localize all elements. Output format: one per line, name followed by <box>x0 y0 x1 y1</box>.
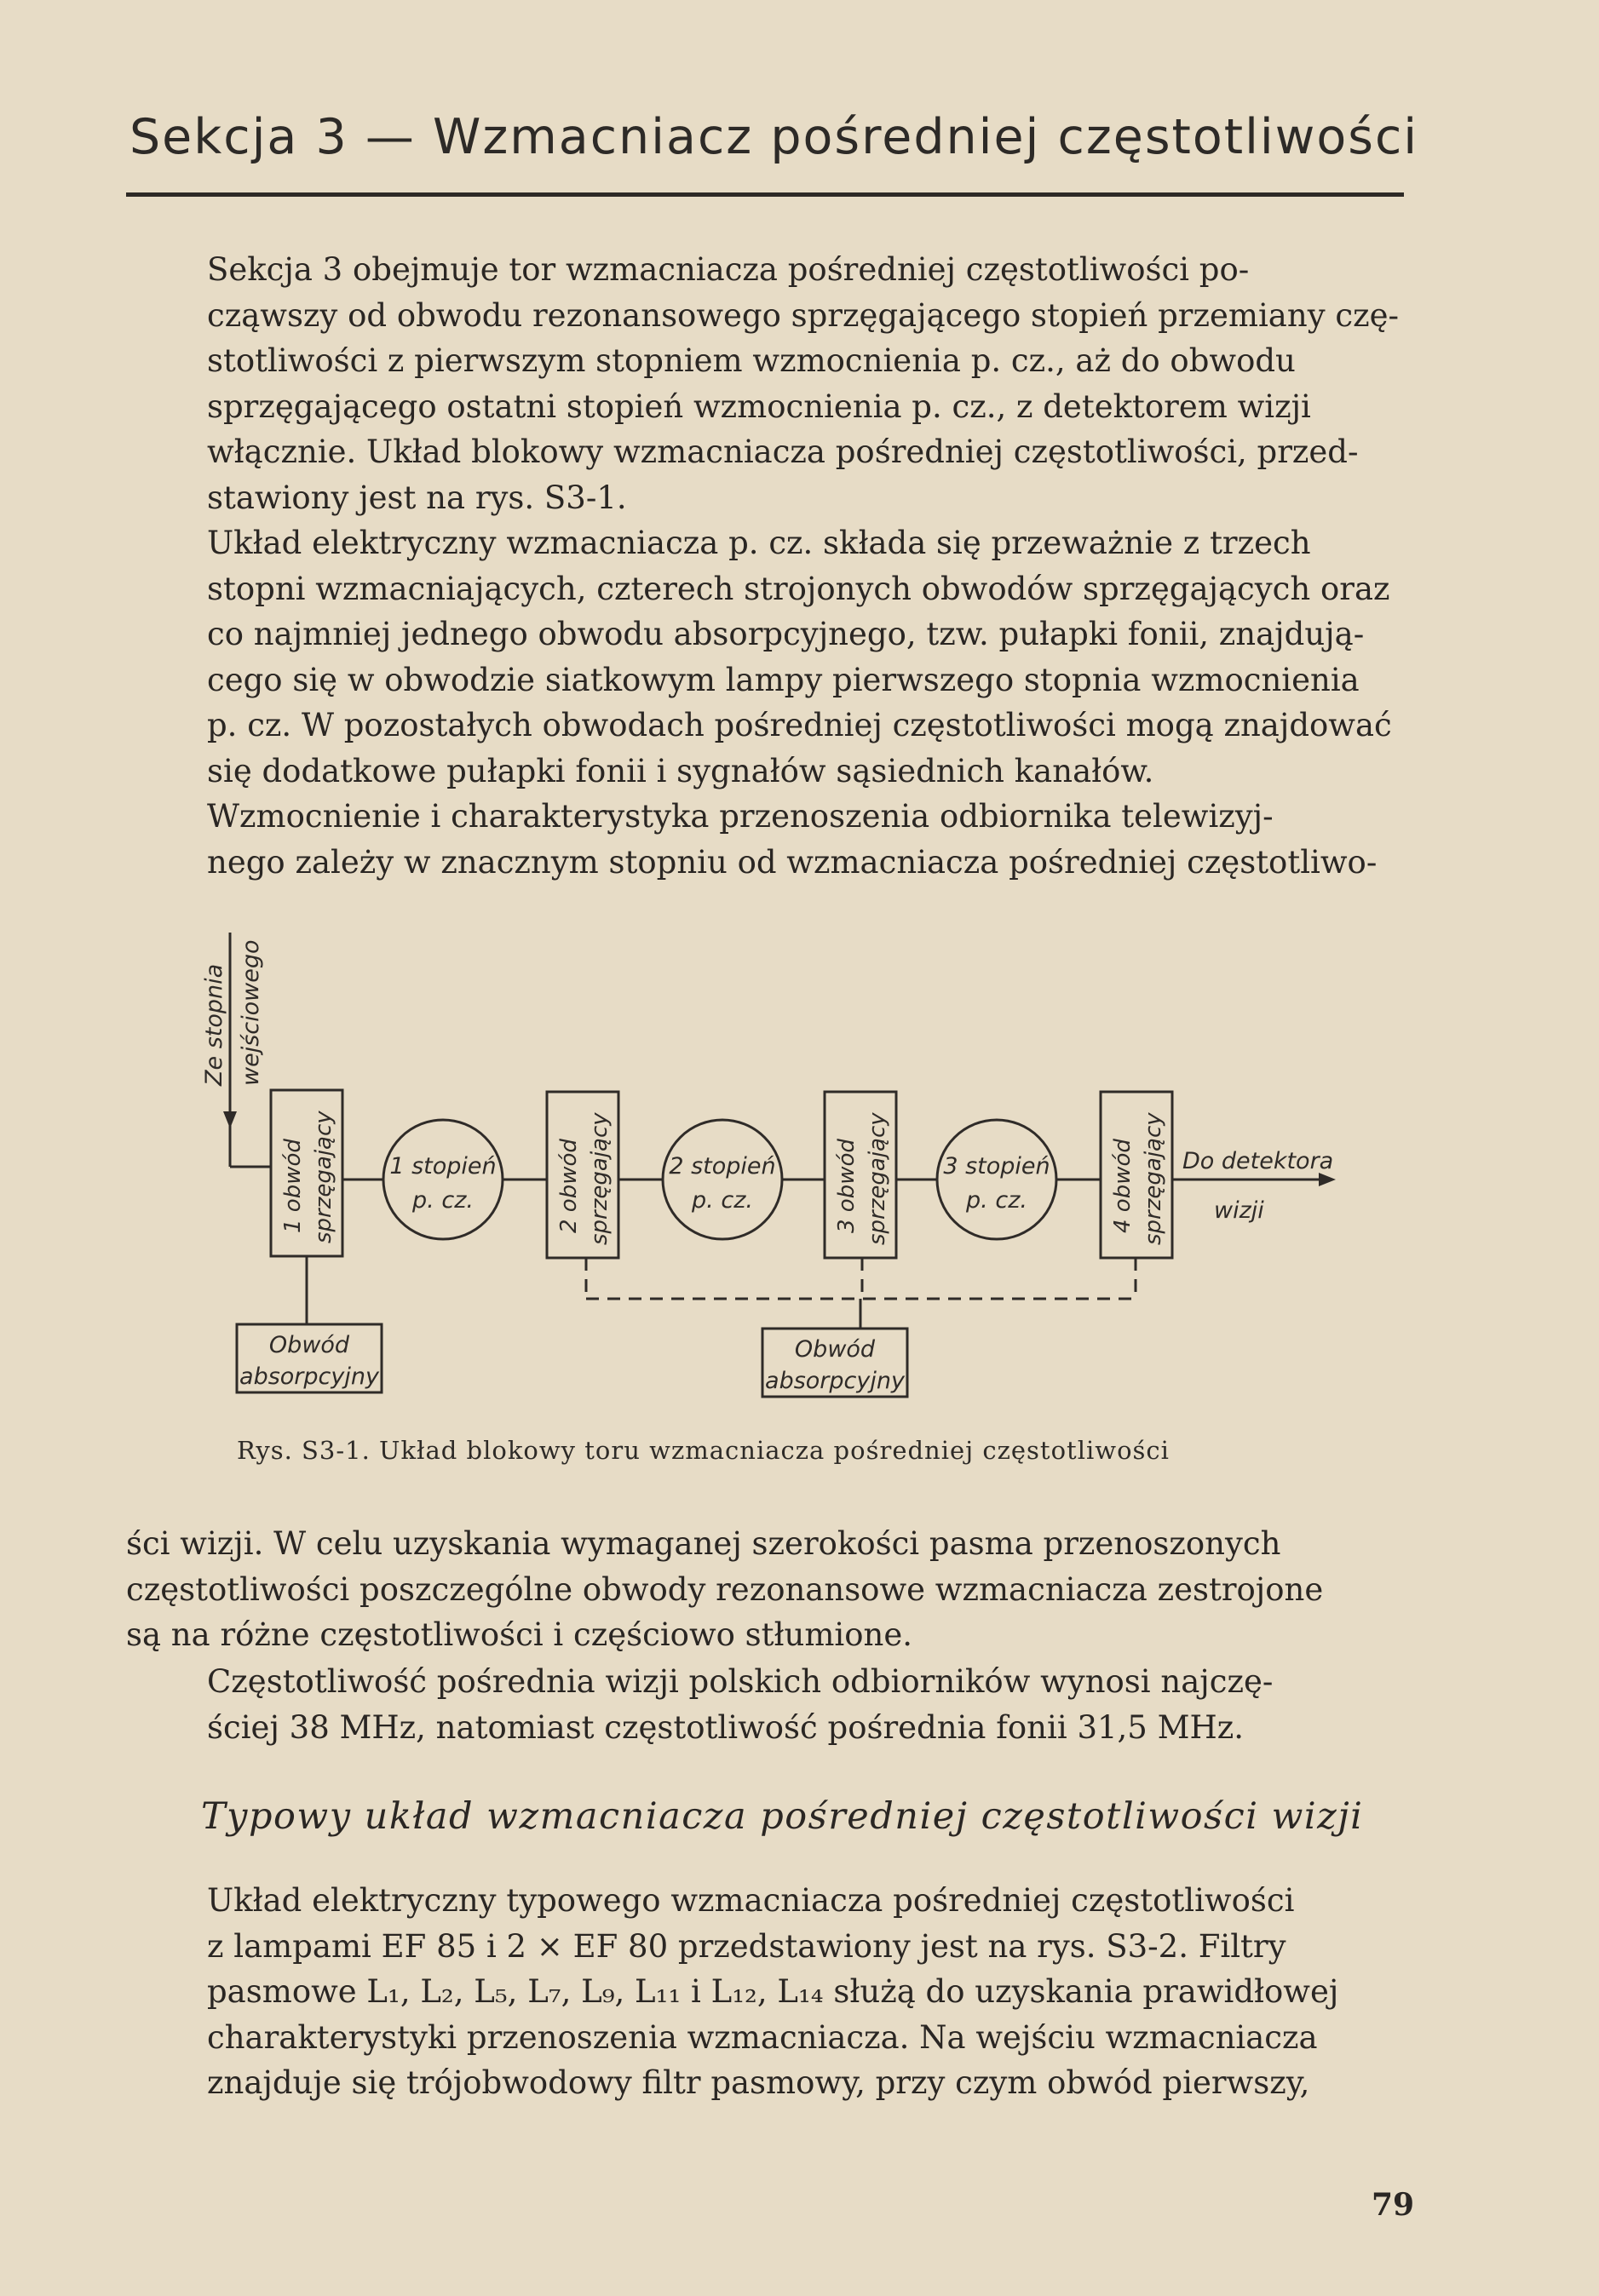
subheading: Typowy układ wzmacniacza pośredniej częstotliwości wizji <box>201 1795 1364 1838</box>
text-line: ści wizji. W celu uzyskania wymaganej szerokości pasma przenoszonych <box>126 1525 1281 1562</box>
paragraph-4 <box>126 1521 1409 1658</box>
text-line: są na różne częstotliwości i częściowo stłumione. <box>126 1616 913 1654</box>
stage-2-label: 2 stopień <box>669 1153 776 1180</box>
text-line: sprzęgającego ostatni stopień wzmocnienia p. cz., z detektorem wizji <box>207 387 1311 425</box>
coupling-1-label: 1 obwód <box>280 1139 306 1233</box>
coupling-3-label: 3 obwód <box>834 1139 860 1233</box>
absorber-2-sublabel: absorpcyjny <box>765 1368 905 1394</box>
text-line: Sekcja 3 obejmuje tor wzmacniacza pośredniej częstotliwości po- <box>207 251 1250 288</box>
section-title: Sekcja 3 — Wzmacniacz pośredniej częstotliwości <box>129 109 1419 165</box>
stage-circle-1 <box>383 1120 503 1239</box>
input-label-2: wejściowego <box>238 939 264 1086</box>
stage-circle-2 <box>663 1120 782 1239</box>
text-line: cego się w obwodzie siatkowym lampy pierwszego stopnia wzmocnienia <box>207 661 1360 698</box>
stage-2-sublabel: p. cz. <box>692 1187 753 1214</box>
page-number: 79 <box>1372 2187 1415 2223</box>
paragraph-5 <box>126 1659 1409 1750</box>
coupling-2-label: 2 obwód <box>556 1139 582 1233</box>
coupling-1-sublabel: sprzęgający <box>311 1111 336 1243</box>
absorber-1-label: Obwód <box>268 1332 350 1358</box>
text-line: ściej 38 MHz, natomiast częstotliwość pośrednia fonii 31,5 MHz. <box>207 1708 1244 1746</box>
text-line: Wzmocnienie i charakterystyka przenoszenia odbiornika telewizyj- <box>207 798 1274 835</box>
text-line: częstotliwości poszczególne obwody rezonansowe wzmacniacza zestrojone <box>126 1570 1324 1608</box>
input-arrow-icon <box>223 1111 237 1128</box>
output-arrow-icon <box>1319 1173 1336 1186</box>
text-line: włącznie. Układ blokowy wzmacniacza pośredniej częstotliwości, przed- <box>207 433 1359 471</box>
stage-3-sublabel: p. cz. <box>966 1187 1027 1214</box>
absorber-1-sublabel: absorpcyjny <box>239 1363 379 1390</box>
coupling-2-sublabel: sprzęgający <box>587 1112 613 1245</box>
text-line: Układ elektryczny typowego wzmacniacza pośredniej częstotliwości <box>207 1882 1295 1919</box>
paragraph-6 <box>126 1878 1409 2106</box>
text-line: charakterystyki przenoszenia wzmacniacza. Na wejściu wzmacniacza <box>207 2018 1318 2056</box>
coupling-3-sublabel: sprzęgający <box>865 1112 890 1245</box>
stage-circle-3 <box>937 1120 1056 1239</box>
coupling-4-sublabel: sprzęgający <box>1141 1112 1166 1245</box>
text-line: cząwszy od obwodu rezonansowego sprzęgającego stopień przemiany czę- <box>207 296 1399 334</box>
text-line: nego zależy w znacznym stopniu od wzmacniacza pośredniej częstotliwo- <box>207 843 1378 881</box>
text-line: z lampami EF 85 i 2 × EF 80 przedstawiony jest na rys. S3-2. Filtry <box>207 1927 1286 1965</box>
text-line: stotliwości z pierwszym stopniem wzmocnienia p. cz., aż do obwodu <box>207 342 1296 380</box>
text-line: znajduje się trójobwodowy filtr pasmowy, przy czym obwód pierwszy, <box>207 2064 1310 2102</box>
absorber-2-label: Obwód <box>794 1336 876 1363</box>
figure-caption: Rys. S3-1. Układ blokowy toru wzmacniacza pośredniej częstotliwości <box>237 1436 1170 1465</box>
stage-1-label: 1 stopień <box>389 1153 497 1180</box>
output-label-2: wizji <box>1214 1197 1264 1224</box>
coupling-4-label: 4 obwód <box>1110 1139 1136 1233</box>
text-line: co najmniej jednego obwodu absorpcyjnego, tzw. pułapki fonii, znajdują- <box>207 616 1365 653</box>
text-line: stopni wzmacniających, czterech strojonych obwodów sprzęgających oraz <box>207 570 1390 607</box>
text-line: stawiony jest na rys. S3-1. <box>207 479 627 516</box>
input-label-1: Ze stopnia <box>201 963 227 1086</box>
text-line: pasmowe L₁, L₂, L₅, L₇, L₉, L₁₁ i L₁₂, L₁₄ służą do uzyskania prawidłowej <box>207 1973 1339 2011</box>
stage-1-sublabel: p. cz. <box>412 1187 474 1214</box>
text-line: Częstotliwość pośrednia wizji polskich odbiorników wynosi najczę- <box>207 1663 1274 1700</box>
stage-3-label: 3 stopień <box>943 1153 1050 1180</box>
text-line: Układ elektryczny wzmacniacza p. cz. składa się przeważnie z trzech <box>207 525 1311 561</box>
text-line: się dodatkowe pułapki fonii i sygnałów sąsiednich kanałów. <box>207 752 1154 789</box>
output-label-1: Do detektora <box>1182 1148 1334 1174</box>
text-line: p. cz. W pozostałych obwodach pośredniej częstotliwości mogą znajdować <box>207 707 1392 744</box>
